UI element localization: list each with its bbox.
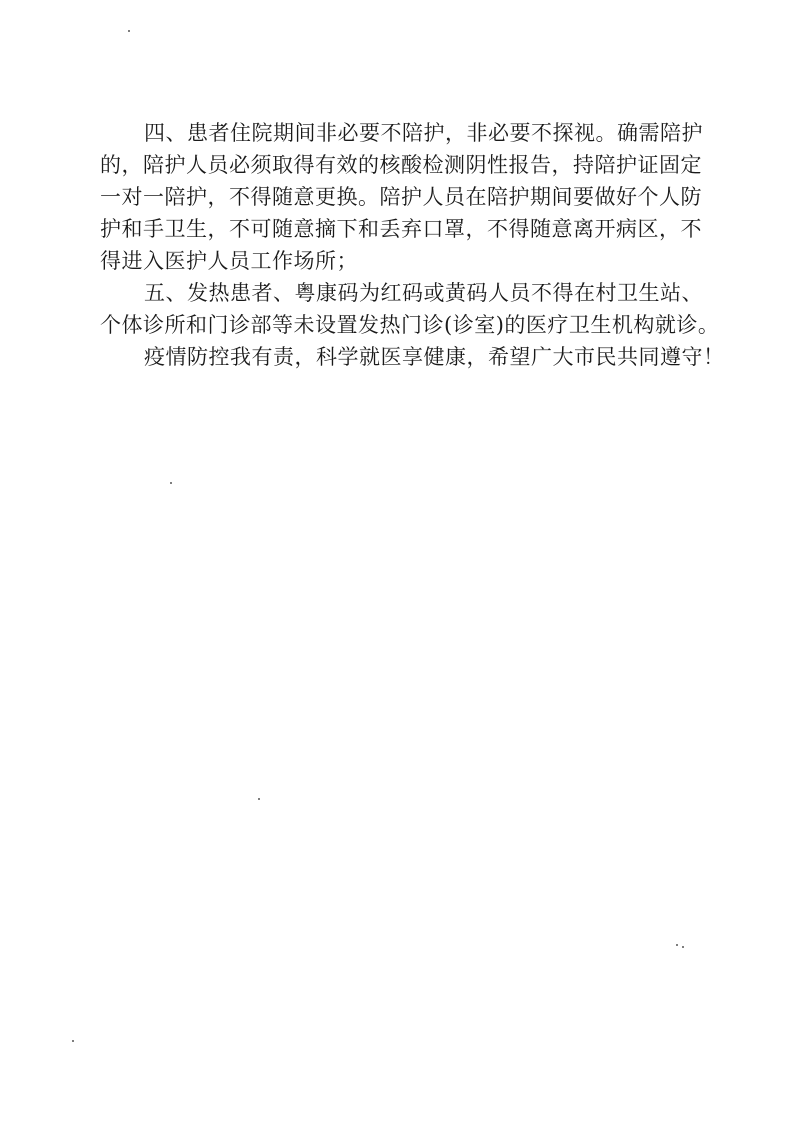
paragraph-item-5	[100, 277, 720, 341]
scan-speck	[676, 944, 678, 946]
document-body	[100, 117, 725, 373]
scan-speck	[170, 482, 172, 484]
scan-speck	[682, 946, 684, 948]
text-line: 五、发热患者、粤康码为红码或黄码人员不得在村卫生站、	[144, 281, 703, 305]
text-line: 护和手卫生，不可随意摘下和丢弃口罩，不得随意离开病区，不	[100, 217, 702, 241]
scan-speck	[72, 1040, 74, 1042]
text-line: 个体诊所和门诊部等未设置发热门诊(诊室)的医疗卫生机构就诊。	[100, 313, 720, 337]
text-line: 四、患者住院期间非必要不陪护，非必要不探视。确需陪护	[144, 121, 703, 145]
scan-speck	[128, 30, 130, 32]
text-line: 一对一陪护，不得随意更换。陪护人员在陪护期间要做好个人防	[100, 185, 702, 209]
text-line: 得进入医护人员工作场所；	[100, 249, 358, 273]
text-line: 疫情防控我有责，科学就医享健康，希望广大市民共同遵守！	[144, 345, 725, 369]
scan-speck	[258, 798, 260, 800]
text-line: 的，陪护人员必须取得有效的核酸检测阴性报告，持陪护证固定	[100, 153, 702, 177]
paragraph-closing	[100, 341, 725, 373]
paragraph-item-4	[100, 117, 720, 277]
